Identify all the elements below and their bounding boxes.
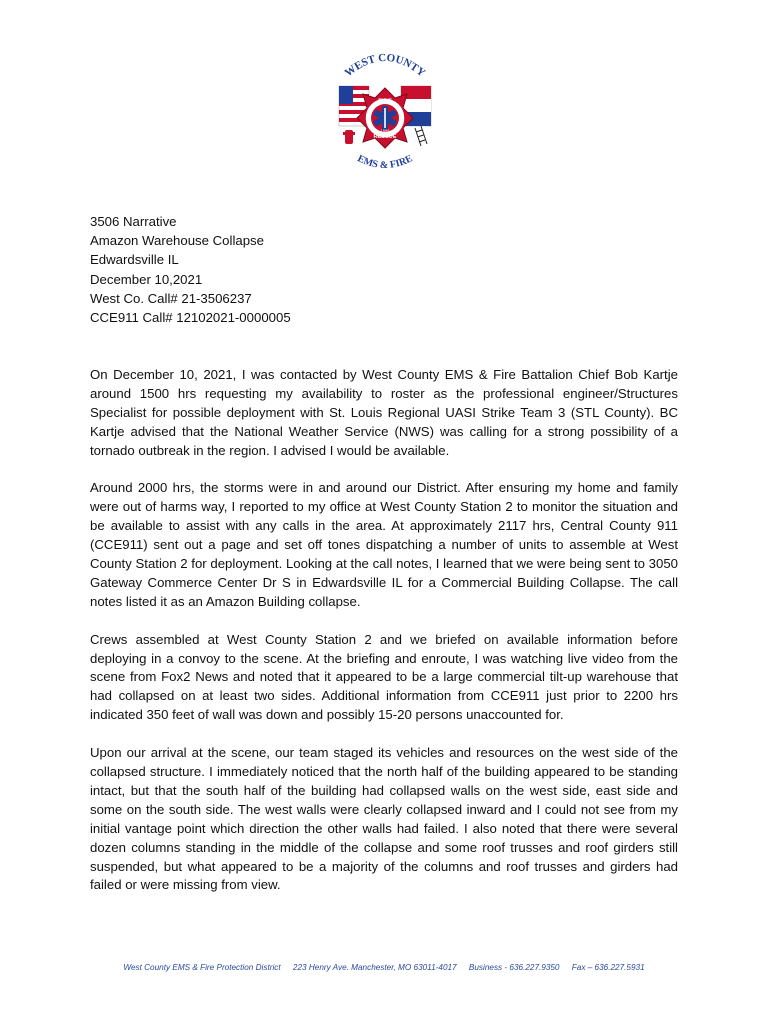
logo-bottom-text: EMS & FIRE: [355, 153, 415, 172]
paragraph: On December 10, 2021, I was contacted by West County EMS & Fire Battalion Chief Bob Kartje around 1500 hrs requesting my availability to roster as the professional engineer/Structures Specialist for possible deployment with St. Louis Regional UASI Strike Team 3 (STL County). BC Kartje advised that the National Weather Service (NWS) was calling for a strong possibility of a tornado outbreak in the region. I advised I would be available.: [90, 367, 678, 458]
svg-text:EMS & FIRE: [356, 153, 415, 171]
paragraph: Upon our arrival at the scene, our team staged its vehicles and resources on the west side of the collapsed structure. I immediately noticed that the north half of the building appeared to be standing intact, but that the south half of the building had collapsed walls on the west side, east side and some on the south side. The west walls were clearly collapsed inward and I could not see from my initial vantage point which direction the other walls had failed. I also noted that there were several dozen columns standing in the middle of the collapse and some roof trusses and roof girders still suspended, but what appeared to be a majority of the columns and roof trusses and girders had failed or were missing from view.: [90, 745, 678, 893]
report-header: [90, 212, 690, 327]
logo-emblem: [331, 46, 439, 176]
footer-address: 223 Henry Ave. Manchester, MO 63011-4017: [292, 963, 457, 972]
letterhead-footer: [0, 963, 768, 972]
logo-top-text: WEST COUNTY: [342, 51, 428, 80]
incident-name: Amazon Warehouse Collapse: [90, 233, 264, 249]
footer-org: West County EMS & Fire Protection District: [123, 963, 281, 972]
incident-date: December 10,2021: [90, 271, 203, 287]
badge-year-text: 1998: [380, 128, 390, 133]
paragraph: Around 2000 hrs, the storms were in and around our District. After ensuring my home and family were out of harms way, I reported to my office at West County Station 2 to monitor the situation and be available to assist with any calls in the area. At approximately 2117 hrs, Central County 911 (CCE911) sent out a page and set off tones dispatching a number of units to assemble at West County Station 2 for deployment. Looking at the call notes, I learned that we were being sent to 3050 Gateway Commerce Center Dr S in Edwardsville IL for a Commercial Building Collapse. The call notes listed it as an Amazon Building collapse.: [90, 480, 678, 609]
hydrant-icon: [343, 130, 355, 144]
ladder-icon: [415, 126, 427, 146]
west-county-call-number: West Co. Call# 21-3506237: [90, 290, 252, 306]
department-logo: [331, 46, 439, 176]
report-title: 3506 Narrative: [90, 214, 177, 229]
svg-text:WEST COUNTY: [343, 52, 428, 79]
footer-fax: Fax – 636.227.5931: [571, 963, 645, 972]
footer-business-phone: Business - 636.227.9350: [468, 963, 560, 972]
incident-location: Edwardsville IL: [90, 252, 179, 268]
cce911-call-number: CCE911 Call# 12102021-0000005: [90, 310, 291, 326]
narrative-body: [90, 366, 678, 914]
badge-bottom-text: RESCUE: [373, 134, 397, 140]
paragraph: Crews assembled at West County Station 2 and we briefed on available information before deploying in a convoy to the scene. At the briefing and enroute, I was watching live video from the scene from Fox2 News and noted that it appeared to be a large commercial tilt-up warehouse that had collapsed on at least two sides. Additional information from CCE911 just prior to 2200 hrs indicated 350 feet of wall was down and possibly 15-20 persons unaccounted for.: [90, 631, 678, 723]
badge-top-text: FIRE: [378, 99, 392, 105]
